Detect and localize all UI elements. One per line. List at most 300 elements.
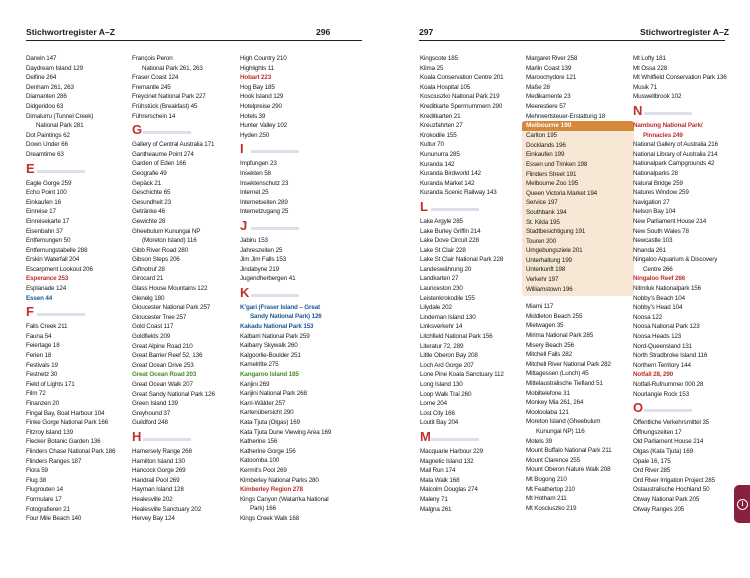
index-entry[interactable]: Katherine 156: [240, 438, 278, 446]
index-entry[interactable]: Guildford 248: [132, 419, 168, 427]
index-entry[interactable]: Goldfields 209: [132, 333, 171, 341]
section-letter-label: K: [240, 284, 250, 300]
index-entry[interactable]: (Moreton Island) 116: [142, 237, 197, 245]
index-entry[interactable]: Gibson Steps 206: [132, 256, 180, 264]
index-entry[interactable]: Gallery of Central Australia 171: [132, 141, 215, 149]
index-entry[interactable]: Gloucester National Park 257: [132, 304, 211, 312]
right-header-rule: [419, 40, 725, 41]
index-entry[interactable]: Great Barrier Reef 52, 136: [132, 352, 203, 360]
index-entry[interactable]: Kuranda Birdworld 142: [420, 170, 481, 178]
index-entry[interactable]: Kuranda 142: [420, 160, 455, 168]
index-entry[interactable]: Unterkunft 198: [526, 266, 566, 274]
index-entry[interactable]: Mittelaustralische Tiefland 51: [526, 380, 603, 387]
section-letter-bar: [644, 112, 692, 115]
index-entry[interactable]: Linksverkehr 14: [420, 323, 463, 331]
index-entry[interactable]: Gantheaume Point 274: [132, 150, 194, 158]
index-entry[interactable]: Leistenkrokodile 155: [420, 294, 475, 302]
index-entry[interactable]: Nobby’s Head 104: [633, 304, 683, 312]
index-entry[interactable]: Festivals 19: [26, 361, 58, 369]
index-entry[interactable]: Litchfield National Park 156: [420, 333, 493, 341]
index-entry[interactable]: Nitmiluk Nationalpark 156: [633, 285, 701, 293]
index-entry[interactable]: Navigation 27: [633, 198, 670, 206]
section-letter: [240, 217, 356, 236]
index-entry[interactable]: Fraser Coast 124: [132, 74, 179, 82]
section-letter-label: G: [132, 122, 143, 138]
index-entry[interactable]: Nambung National Park/: [633, 121, 703, 129]
index-entry[interactable]: Katoomba 100: [240, 457, 280, 465]
index-entry[interactable]: National Gallery of Australia 216: [633, 141, 719, 149]
section-letter: [420, 198, 520, 217]
index-column: [526, 54, 632, 513]
section-letter-label: J: [240, 217, 248, 233]
index-entry[interactable]: Williamstown 196: [526, 285, 573, 293]
index-entry[interactable]: Kalbarry Skywalk 260: [240, 342, 298, 350]
section-letter-label: L: [420, 198, 428, 214]
index-entry[interactable]: Otway Ranges 205: [633, 505, 685, 513]
index-entry[interactable]: Little Oberon Bay 208: [420, 352, 478, 360]
index-entry[interactable]: Hamersely Range 268: [132, 447, 192, 455]
index-entry[interactable]: Lilydale 202: [420, 304, 452, 312]
index-entry[interactable]: Carlton 195: [526, 132, 557, 140]
side-tab[interactable]: [734, 485, 750, 523]
index-entry[interactable]: Einreisekarte 17: [26, 217, 70, 225]
section-letter-bar: [143, 131, 191, 134]
index-entry[interactable]: Einreise 17: [26, 208, 56, 216]
index-entry[interactable]: Northern Territory 144: [633, 361, 691, 369]
index-entry[interactable]: Ningaloo Reef 266: [633, 275, 686, 283]
index-entry[interactable]: Noosa National Park 123: [633, 323, 700, 331]
index-entry[interactable]: Falls Creek 211: [26, 323, 68, 331]
index-entry[interactable]: Kultur 70: [420, 141, 444, 149]
index-entry[interactable]: Great Ocean Drive 253: [132, 361, 194, 369]
index-entry[interactable]: Healesville 202: [132, 495, 173, 503]
index-entry[interactable]: Down Under 66: [26, 141, 68, 149]
index-entry[interactable]: Mietwagen 35: [526, 322, 564, 330]
index-entry[interactable]: Hobart 223: [240, 74, 272, 82]
right-page: [375, 0, 750, 578]
section-letter-bar: [37, 313, 85, 316]
section-letter: [633, 399, 745, 418]
index-entry[interactable]: Escarpment Lookout 206: [26, 265, 93, 273]
index-entry[interactable]: Centre 266: [643, 265, 673, 273]
index-entry[interactable]: Handrail Pool 269: [132, 476, 180, 484]
index-entry[interactable]: National Park 281: [36, 122, 84, 130]
index-entry[interactable]: Olgas (Kata Tjuta) 169: [633, 447, 693, 455]
index-entry[interactable]: Lake Dove Circuit 228: [420, 237, 479, 245]
index-entry[interactable]: Essen und Trinken 198: [526, 160, 588, 168]
index-entry[interactable]: Flinders Chase National Park 186: [26, 447, 116, 455]
index-entry[interactable]: Hook Island 129: [240, 93, 284, 101]
index-entry[interactable]: Mala Walk 168: [420, 476, 460, 484]
index-entry[interactable]: Lost City 166: [420, 409, 455, 417]
city-box: [522, 121, 634, 296]
index-entry[interactable]: Karijini National Park 268: [240, 390, 307, 398]
index-entry[interactable]: Girocard 21: [132, 275, 164, 283]
section-letter: [26, 303, 126, 322]
index-entry[interactable]: Koala Hospital 105: [420, 83, 471, 91]
index-entry[interactable]: Fingal Bay, Boat Harbour 104: [26, 409, 105, 417]
index-entry[interactable]: Kingscote 185: [420, 55, 458, 62]
index-entry[interactable]: Gesundheit 23: [132, 198, 172, 206]
index-entry[interactable]: Field of Lights 171: [26, 380, 75, 388]
index-entry[interactable]: Green Island 139: [132, 400, 178, 408]
index-entry[interactable]: Flecker Botanic Garden 136: [26, 438, 101, 446]
index-entry[interactable]: Karri-Wälder 257: [240, 399, 286, 407]
index-entry[interactable]: Magnetic Island 132: [420, 457, 474, 465]
index-entry[interactable]: Getränke 46: [132, 208, 166, 216]
index-entry[interactable]: Medikamente 23: [526, 93, 571, 101]
index-entry[interactable]: Gepäck 21: [132, 179, 162, 187]
section-letter-bar: [644, 409, 692, 412]
index-entry[interactable]: Misery Beach 256: [526, 341, 574, 349]
index-entry[interactable]: Daydream Island 129: [26, 64, 84, 72]
index-entry[interactable]: Internetseiten 289: [240, 198, 288, 206]
index-entry[interactable]: Touren 200: [526, 237, 557, 245]
index-entry[interactable]: Great Ocean Walk 207: [132, 381, 193, 388]
index-entry[interactable]: Hunter Valley 102: [240, 122, 288, 130]
index-entry[interactable]: Ferien 18: [26, 352, 52, 360]
index-entry[interactable]: Kuranda Market 142: [420, 179, 475, 187]
index-entry[interactable]: Kunungai NP) 116: [536, 427, 585, 435]
index-entry[interactable]: Kimberley Region 278: [240, 486, 303, 494]
index-entry[interactable]: Highlights 11: [240, 64, 274, 72]
index-entry[interactable]: François Peron: [132, 55, 173, 62]
section-letter-label: H: [132, 428, 142, 444]
index-entry[interactable]: Notfall-Rufnummer 000 28: [633, 381, 704, 388]
index-entry[interactable]: Sandy National Park) 126: [250, 313, 322, 321]
index-entry[interactable]: Margaret River 258: [526, 55, 578, 62]
index-entry[interactable]: Nourlangie Rock 153: [633, 390, 689, 398]
index-column: [420, 54, 520, 514]
index-entry[interactable]: Kings Canyon (Watarrka National: [240, 495, 329, 503]
index-entry[interactable]: Fitzroy Island 139: [26, 428, 73, 436]
index-entry[interactable]: Natural Bridge 259: [633, 179, 683, 187]
index-entry[interactable]: Jahreszeiten 25: [240, 246, 283, 254]
index-entry[interactable]: Lake Burley Griffin 214: [420, 227, 481, 235]
index-entry[interactable]: Newcastle 103: [633, 237, 673, 245]
index-entry[interactable]: Motels 39: [526, 437, 552, 445]
index-entry[interactable]: Middleton Beach 255: [526, 312, 583, 320]
index-entry[interactable]: Impfungen 23: [240, 160, 277, 168]
index-entry[interactable]: Stadtbesichtigung 191: [526, 228, 586, 236]
index-entry[interactable]: Esperance 253: [26, 275, 69, 283]
index-entry[interactable]: North Stradbroke Island 116: [633, 352, 708, 360]
index-entry[interactable]: Docklands 196: [526, 141, 566, 149]
index-entry[interactable]: Noosa Heads 123: [633, 333, 682, 341]
index-entry[interactable]: Mirima National Park 285: [526, 332, 594, 340]
index-entry[interactable]: Mt Whitfield Conservation Park 136: [633, 74, 727, 82]
index-entry[interactable]: Mitchell Falls 282: [526, 351, 572, 359]
index-entry[interactable]: Kermit’s Pool 269: [240, 466, 287, 474]
index-entry[interactable]: Flug 38: [26, 476, 46, 484]
index-entry[interactable]: Loch Ard Gorge 207: [420, 361, 474, 369]
index-entry[interactable]: Verkehr 197: [526, 276, 559, 284]
index-entry[interactable]: Flinders Ranges 187: [26, 457, 82, 465]
index-entry[interactable]: Giftnotruf 28: [132, 265, 165, 273]
index-entry[interactable]: Miami 117: [526, 303, 554, 311]
index-entry[interactable]: Geografie 49: [132, 169, 167, 177]
index-entry[interactable]: Echo Point 100: [26, 189, 67, 197]
index-entry[interactable]: Launceston 230: [420, 285, 463, 293]
index-entry[interactable]: New South Wales 78: [633, 227, 689, 235]
index-entry[interactable]: Malgna 261: [420, 505, 452, 513]
section-letter-bar: [251, 227, 299, 230]
index-entry[interactable]: Hotels 39: [240, 112, 266, 120]
index-entry[interactable]: Fremantle 245: [132, 83, 171, 91]
index-entry[interactable]: Eisenbahn 37: [26, 227, 63, 235]
index-entry[interactable]: Delfine 264: [26, 74, 57, 82]
index-entry[interactable]: Eagle Gorge 259: [26, 179, 72, 187]
index-entry[interactable]: Dreamtime 63: [26, 150, 64, 158]
section-letter-label: O: [633, 400, 644, 416]
index-entry[interactable]: Glass House Mountains 122: [132, 285, 208, 293]
index-entry[interactable]: Mitchell River National Park 282: [526, 360, 611, 368]
index-entry[interactable]: Führerschein 14: [132, 112, 176, 120]
section-letter: [633, 102, 745, 121]
index-entry[interactable]: Mobiltelefone 31: [526, 389, 570, 397]
index-entry[interactable]: Landkarten 27: [420, 275, 459, 283]
index-entry[interactable]: Kosciuszko National Park 219: [420, 93, 500, 101]
index-entry[interactable]: Öffentliche Verkehrsmittel 35: [633, 419, 710, 427]
index-entry[interactable]: Nobby’s Beach 104: [633, 294, 685, 302]
index-entry[interactable]: Literatur 72, 289: [420, 342, 464, 350]
index-entry[interactable]: Muswellbrook 102: [633, 93, 682, 101]
index-entry[interactable]: Loop Walk Trai 260: [420, 390, 472, 398]
index-entry[interactable]: Kata Tjuta Dune Viewing Area 169: [240, 428, 332, 436]
index-entry[interactable]: Mt Kosciuszko 219: [526, 504, 577, 512]
index-entry[interactable]: New Parliament House 214: [633, 217, 707, 225]
index-entry[interactable]: Gibb River Road 280: [132, 246, 188, 254]
index-entry[interactable]: Flugrouten 14: [26, 486, 63, 494]
index-entry[interactable]: K’gari (Fraser Island – Great: [240, 303, 320, 311]
index-entry[interactable]: Notfall 28, 290: [633, 371, 674, 379]
index-entry[interactable]: Jabiru 153: [240, 236, 268, 244]
index-entry[interactable]: Lake Argyle 285: [420, 217, 463, 225]
index-entry[interactable]: Kalgoorlie-Boulder 251: [240, 351, 301, 359]
index-entry[interactable]: Dot Paintings 62: [26, 131, 70, 139]
index-entry[interactable]: Greyhound 37: [132, 409, 171, 417]
index-entry[interactable]: Entfernungen 50: [26, 237, 71, 245]
index-entry[interactable]: Dimalurru (Tunnel Creek): [26, 112, 94, 120]
index-entry[interactable]: National Park 261, 263: [142, 64, 203, 72]
index-entry[interactable]: Lake St Clair 228: [420, 246, 466, 254]
index-entry[interactable]: Gewichte 28: [132, 217, 166, 225]
index-entry[interactable]: Southbank 194: [526, 208, 567, 216]
index-entry[interactable]: Lindeman Island 130: [420, 313, 476, 321]
index-entry[interactable]: Entfernungstabelle 288: [26, 246, 88, 254]
index-entry[interactable]: National Library of Australia 214: [633, 150, 718, 158]
section-letter-bar: [431, 438, 479, 441]
index-entry[interactable]: Hotelpreise 290: [240, 102, 282, 110]
index-entry[interactable]: Lake St Clair National Park 228: [420, 256, 504, 264]
index-entry[interactable]: Hamilton Island 130: [132, 457, 185, 465]
index-entry[interactable]: Klima 25: [420, 64, 444, 72]
index-entry[interactable]: Ord River 285: [633, 467, 671, 475]
index-entry[interactable]: Film 72: [26, 390, 46, 398]
index-entry[interactable]: Mount Buffalo National Park 211: [526, 447, 612, 455]
index-entry[interactable]: Unterhaltung 199: [526, 256, 572, 264]
index-entry[interactable]: Hog Bay 185: [240, 83, 275, 91]
section-letter: [240, 284, 356, 303]
index-entry[interactable]: Freycinet National Park 227: [132, 93, 206, 101]
index-entry[interactable]: Kartenübersicht 290: [240, 409, 294, 417]
index-entry[interactable]: Noosa 122: [633, 313, 663, 321]
index-entry[interactable]: Jim Jim Falls 153: [240, 256, 287, 264]
index-entry[interactable]: Healesville Sanctuary 202: [132, 505, 202, 513]
index-entry[interactable]: Umgebungsziele 201: [526, 247, 583, 255]
index-entry[interactable]: Mt Bogong 210: [526, 475, 567, 483]
index-entry[interactable]: Monkey Mia 261, 264: [526, 399, 584, 407]
index-entry[interactable]: Maleny 71: [420, 495, 448, 503]
index-entry[interactable]: Frühstück (Breakfast) 45: [132, 102, 198, 110]
index-entry[interactable]: Musik 71: [633, 83, 657, 91]
index-entry[interactable]: Mt Hotham 211: [526, 495, 567, 503]
index-entry[interactable]: Maße 28: [526, 83, 550, 91]
index-entry[interactable]: Kununurra 285: [420, 150, 460, 158]
index-entry[interactable]: Gloucester Tree 257: [132, 313, 187, 321]
index-entry[interactable]: Long Island 130: [420, 381, 463, 388]
index-entry[interactable]: Formulare 17: [26, 495, 62, 503]
index-entry[interactable]: Otway National Park 205: [633, 495, 700, 503]
index-entry[interactable]: Mt Ossa 228: [633, 64, 668, 72]
index-entry[interactable]: Kreuzfahrten 27: [420, 122, 463, 130]
index-entry[interactable]: Esplanade 124: [26, 285, 67, 293]
index-entry[interactable]: Katherine Gorge 156: [240, 447, 296, 455]
index-entry[interactable]: Gheebulum Kunungai NP: [132, 227, 201, 235]
section-letter: [132, 428, 238, 447]
index-entry[interactable]: Lorne 204: [420, 400, 448, 408]
index-entry[interactable]: Kamelritte 275: [240, 361, 279, 369]
index-entry[interactable]: Mehrwertsteuer-Erstattung 18: [526, 112, 606, 120]
index-entry[interactable]: Essen 44: [26, 294, 53, 302]
index-entry[interactable]: St. Kilda 195: [526, 218, 560, 226]
index-entry[interactable]: Great Alpine Road 210: [132, 342, 193, 350]
index-entry[interactable]: Einkaufen 16: [26, 198, 61, 206]
index-entry[interactable]: Pinnacles 249: [643, 131, 683, 139]
index-entry[interactable]: Mittagessen (Lunch) 45: [526, 370, 589, 378]
index-entry[interactable]: Kalbarri National Park 259: [240, 332, 310, 340]
index-entry[interactable]: Great Ocean Road 203: [132, 371, 197, 379]
index-entry[interactable]: Ord River Irrigation Project 285: [633, 476, 715, 484]
index-entry[interactable]: Flora 59: [26, 467, 48, 475]
index-entry[interactable]: Service 197: [526, 199, 558, 207]
index-entry[interactable]: Kata Tjuta (Olgas) 169: [240, 419, 300, 426]
index-entry[interactable]: Krokodile 155: [420, 131, 457, 139]
index-entry[interactable]: Marlin Coast 139: [526, 64, 572, 72]
index-entry[interactable]: Nationalpark Campgrounds 42: [633, 160, 715, 168]
index-entry[interactable]: Kimberley National Parks 280: [240, 476, 319, 484]
index-entry[interactable]: Geschichte 65: [132, 189, 171, 197]
index-entry[interactable]: Diamanten 286: [26, 93, 67, 101]
index-entry[interactable]: Old Parliament House 214: [633, 438, 704, 446]
index-entry[interactable]: Moreton Island (Gheebulum: [526, 418, 601, 426]
index-entry[interactable]: Jindabyne 219: [240, 265, 280, 273]
index-entry[interactable]: Four Mile Beach 140: [26, 515, 82, 523]
index-entry[interactable]: Mt Lofty 181: [633, 55, 666, 62]
index-entry[interactable]: Denham 261, 263: [26, 83, 74, 91]
index-entry[interactable]: Malcolm Douglas 274: [420, 486, 478, 494]
index-entry[interactable]: Gold Coast 117: [132, 323, 174, 331]
index-entry[interactable]: Mooloolaba 121: [526, 408, 569, 416]
index-entry[interactable]: Darwin 147: [26, 55, 57, 62]
index-entry[interactable]: Maroochydore 121: [526, 74, 577, 82]
index-entry[interactable]: Glenelg 180: [132, 294, 165, 302]
index-entry[interactable]: Kreditkarten 21: [420, 112, 461, 120]
index-entry[interactable]: Kings Creek Walk 168: [240, 514, 300, 522]
index-entry[interactable]: Didgeridoo 63: [26, 102, 64, 110]
index-entry[interactable]: Feiertage 18: [26, 342, 60, 350]
index-entry[interactable]: Fauna 54: [26, 332, 52, 340]
index-entry[interactable]: Jugendherbergen 41: [240, 275, 296, 283]
index-entry[interactable]: Hervey Bay 124: [132, 515, 175, 523]
index-entry[interactable]: Mount Oberon Nature Walk 208: [526, 466, 611, 474]
index-entry[interactable]: Öffnungszeiten 17: [633, 428, 682, 436]
index-entry[interactable]: Kuranda Scenic Railway 143: [420, 189, 497, 197]
index-entry[interactable]: Nhanda 261: [633, 246, 666, 254]
index-entry[interactable]: Ostaustralische Hochland 50: [633, 486, 710, 494]
index-entry[interactable]: Garden of Eden 166: [132, 160, 187, 168]
index-entry[interactable]: Macquarie Harbour 229: [420, 447, 484, 455]
index-entry[interactable]: Loutit Bay 204: [420, 419, 459, 427]
index-column: [26, 54, 126, 524]
section-letter-label: I: [240, 141, 244, 157]
index-entry[interactable]: Natures Window 259: [633, 189, 689, 197]
index-entry[interactable]: Finanzen 20: [26, 400, 60, 407]
index-entry[interactable]: Nelson Bay 104: [633, 208, 676, 216]
index-entry[interactable]: Mt Feathertop 210: [526, 485, 575, 493]
info-icon[interactable]: i: [737, 499, 748, 510]
index-column: [240, 54, 356, 524]
index-entry[interactable]: Hayman Island 128: [132, 486, 184, 494]
index-entry[interactable]: Internet 25: [240, 189, 269, 197]
index-entry[interactable]: Fotografieren 21: [26, 505, 70, 513]
index-entry[interactable]: Opale 16, 175: [633, 457, 671, 465]
index-entry[interactable]: Internetzugang 25: [240, 208, 289, 216]
index-entry[interactable]: Park) 166: [250, 505, 276, 513]
index-entry[interactable]: Mail Run 174: [420, 467, 456, 475]
index-entry[interactable]: Meerestiere 57: [526, 102, 566, 110]
section-letter-label: F: [26, 304, 34, 320]
city-box-title[interactable]: Melbourne 190: [522, 121, 634, 131]
index-entry[interactable]: Ningaloo Aquarium & Discovery: [633, 256, 718, 264]
index-entry[interactable]: Erskin Waterfall 204: [26, 256, 80, 264]
index-column: [633, 54, 745, 514]
index-entry[interactable]: Insektenschutz 23: [240, 179, 289, 187]
index-entry[interactable]: Hancock Gorge 269: [132, 467, 186, 475]
index-entry[interactable]: Great Sandy National Park 126: [132, 390, 215, 398]
index-entry[interactable]: Kangaroo Island 185: [240, 371, 299, 379]
index-entry[interactable]: Queen Victoria Market 194: [526, 189, 598, 197]
index-entry[interactable]: Einkaufen 199: [526, 151, 565, 159]
index-entry[interactable]: High Country 210: [240, 55, 287, 62]
index-entry[interactable]: Festnetz 30: [26, 371, 58, 379]
index-entry[interactable]: Nord-Queensland 131: [633, 342, 693, 350]
index-entry[interactable]: Flinders Street 191: [526, 170, 577, 178]
index-entry[interactable]: Kreditkarte Sperrnummern 290: [420, 102, 503, 110]
index-entry[interactable]: Hyden 250: [240, 131, 270, 139]
index-entry[interactable]: Koala Conservation Centre 201: [420, 74, 504, 82]
index-entry[interactable]: Melbourne Zoo 195: [526, 180, 579, 188]
index-entry[interactable]: Mount Clarence 255: [526, 456, 581, 464]
index-entry[interactable]: Insekten 58: [240, 169, 271, 177]
index-entry[interactable]: Karijini 269: [240, 380, 270, 388]
index-entry[interactable]: Nationalparks 28: [633, 169, 678, 177]
index-entry[interactable]: Landeswährung 20: [420, 265, 472, 273]
index-entry[interactable]: Finke Gorge National Park 166: [26, 419, 109, 427]
section-letter: [132, 121, 238, 140]
index-entry[interactable]: Lone Pine Koala Sanctuary 112: [420, 371, 504, 379]
index-entry[interactable]: Kakadu National Park 153: [240, 323, 314, 331]
